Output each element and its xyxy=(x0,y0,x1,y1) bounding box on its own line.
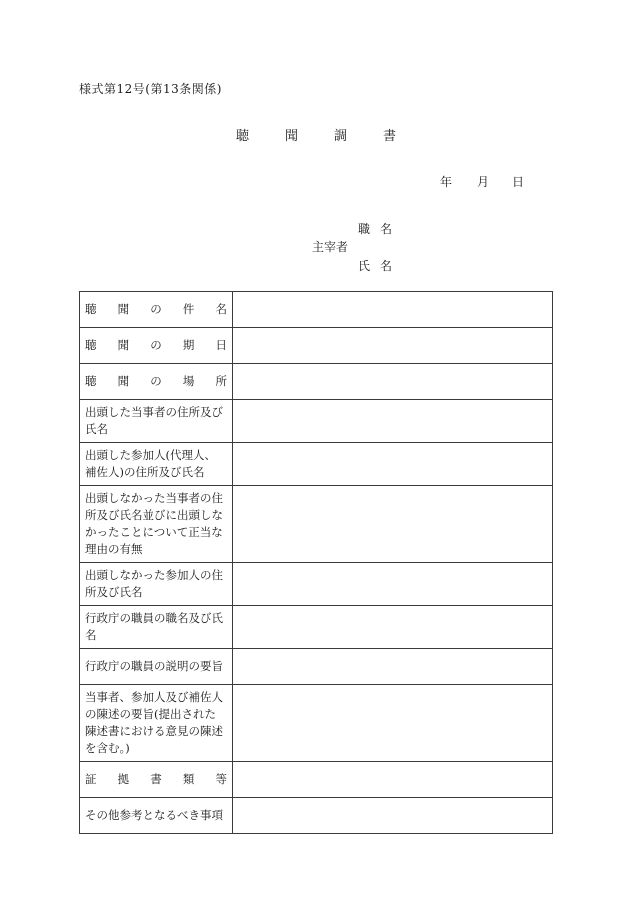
title-char: 聴 xyxy=(236,129,250,144)
label-char: 所 xyxy=(215,374,227,388)
presider-title-label xyxy=(358,220,392,237)
row-label xyxy=(80,292,233,328)
table-row xyxy=(80,364,553,400)
row-label: 出頭した参加人(代理人、補佐人)の住所及び氏名 xyxy=(80,443,233,486)
row-label: その他参考となるべき事項 xyxy=(80,798,233,834)
title-char: 調 xyxy=(333,129,347,144)
presider-name-char: 名 xyxy=(379,259,392,273)
presider-name-label xyxy=(358,257,392,274)
title-char: 聞 xyxy=(284,129,298,144)
table-row xyxy=(80,762,553,798)
row-label: 行政庁の職員の説明の要旨 xyxy=(80,649,233,685)
row-label: 出頭しなかった参加人の住所及び氏名 xyxy=(80,563,233,606)
table-row xyxy=(80,685,553,762)
table-row xyxy=(80,443,553,486)
hearing-record-table xyxy=(79,291,553,834)
row-value[interactable] xyxy=(233,486,553,563)
table-row xyxy=(80,400,553,443)
label-char: 聞 xyxy=(117,338,130,352)
label-char: 件 xyxy=(182,302,195,316)
row-value[interactable] xyxy=(233,292,553,328)
row-value[interactable] xyxy=(233,400,553,443)
label-char: 聴 xyxy=(85,302,97,316)
form-number: 様式第12号(第13条関係) xyxy=(79,82,222,96)
row-value[interactable] xyxy=(233,443,553,486)
table-row xyxy=(80,606,553,649)
label-char: 期 xyxy=(182,338,195,352)
table-row xyxy=(80,798,553,834)
label-char: の xyxy=(150,374,162,388)
date-month-label: 月 xyxy=(477,175,490,189)
label-char: 書 xyxy=(150,772,162,786)
label-char: 聴 xyxy=(85,374,97,388)
row-label: 行政庁の職員の職名及び氏名 xyxy=(80,606,233,649)
label-char: 証 xyxy=(85,772,97,786)
row-value[interactable] xyxy=(233,606,553,649)
presider-title-char: 職 xyxy=(358,222,371,236)
date-year-label: 年 xyxy=(440,175,453,189)
presider-title-char: 名 xyxy=(379,222,392,236)
row-label xyxy=(80,328,233,364)
table-row xyxy=(80,292,553,328)
label-char: 拠 xyxy=(117,772,130,786)
row-label: 当事者、参加人及び補佐人の陳述の要旨(提出された陳述書における意見の陳述を含む。) xyxy=(80,685,233,762)
label-char: 聞 xyxy=(117,374,130,388)
label-char: 聞 xyxy=(117,302,130,316)
row-value[interactable] xyxy=(233,563,553,606)
table-row xyxy=(80,486,553,563)
row-value[interactable] xyxy=(233,328,553,364)
label-char: 日 xyxy=(215,338,227,352)
label-char: 類 xyxy=(182,772,195,786)
label-char: 聴 xyxy=(85,338,97,352)
row-label: 出頭しなかった当事者の住所及び氏名並びに出頭しなかったことについて正当な理由の有無 xyxy=(80,486,233,563)
label-char: 等 xyxy=(215,772,227,786)
row-label: 出頭した当事者の住所及び氏名 xyxy=(80,400,233,443)
label-char: 名 xyxy=(215,302,227,316)
row-value[interactable] xyxy=(233,685,553,762)
label-char: の xyxy=(150,338,162,352)
table-row xyxy=(80,328,553,364)
date-day-label: 日 xyxy=(512,175,525,189)
document-title xyxy=(236,125,396,144)
row-label xyxy=(80,762,233,798)
row-value[interactable] xyxy=(233,798,553,834)
table-row xyxy=(80,563,553,606)
presider-label: 主宰者 xyxy=(312,240,349,254)
label-char: 場 xyxy=(182,374,195,388)
table-row xyxy=(80,649,553,685)
row-value[interactable] xyxy=(233,649,553,685)
title-char: 書 xyxy=(382,129,396,144)
row-value[interactable] xyxy=(233,364,553,400)
row-label xyxy=(80,364,233,400)
presider-name-char: 氏 xyxy=(358,259,371,273)
label-char: の xyxy=(150,302,162,316)
row-value[interactable] xyxy=(233,762,553,798)
